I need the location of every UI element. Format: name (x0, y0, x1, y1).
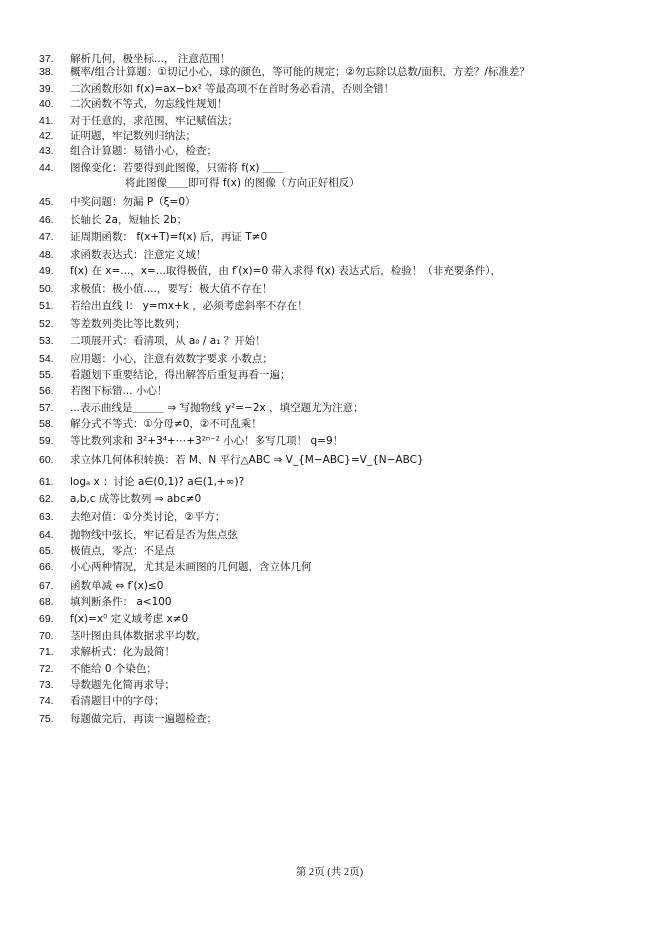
item-number: 49. (39, 265, 54, 277)
item-number: 45. (39, 196, 54, 208)
item-text: 函数单减 ⇔ f′(x)≤0 (70, 580, 164, 592)
list-item (0, 228, 659, 246)
item-text: 解析几何，极坐标...， 注意范围！ (70, 53, 231, 65)
item-number: 67. (39, 580, 54, 592)
item-number: 60. (39, 454, 54, 466)
item-text: 求函数表达式：注意定义域！ (70, 249, 207, 261)
item-number: 56. (39, 385, 54, 397)
list-item (0, 315, 659, 333)
list-item (0, 193, 659, 211)
item-number: 74. (39, 695, 54, 707)
item-text: 长轴长 2a，短轴长 2b； (70, 214, 188, 226)
item-number: 66. (39, 561, 54, 573)
item-text: 去绝对值：①分类讨论，②平方； (70, 511, 226, 523)
item-text: ...表示曲线是＿＿＿ ⇒ 写抛物线 y²=−2x ，填空题尤为注意； (70, 402, 364, 414)
item-number: 57. (39, 402, 54, 414)
item-text: 证明题，牢记数列归纳法； (70, 130, 196, 142)
list-item (0, 142, 659, 160)
item-number: 39. (39, 83, 54, 95)
list-item (0, 451, 659, 469)
item-number: 65. (39, 545, 54, 557)
item-number: 59. (39, 435, 54, 447)
item-text: 小心两种情况，尤其是未画图的几何题，含立体几何 (70, 561, 312, 573)
item-text: 二次函数不等式，勿忘线性规划！ (70, 98, 228, 110)
list-item (0, 332, 659, 350)
item-text: 等比数列求和 3²+3⁴+⋯+3²ⁿ⁻² 小心！多写几项！ q=9！ (70, 435, 344, 447)
item-text: 二项展开式：看清项，从 a₀ / a₁ ？开始！ (70, 335, 266, 347)
item-text: 将此图像＿＿即可得 f(x) 的图像（方向正好相反） (125, 177, 360, 189)
item-text: 茎叶图由具体数据求平均数， (70, 630, 207, 642)
item-text: 抛物线中弦长，牢记看是否为焦点弦 (70, 529, 238, 541)
item-text: 证周期函数： f(x+T)=f(x) 后，再证 T≠0 (70, 231, 268, 243)
list-item (0, 432, 659, 450)
item-number: 73. (39, 679, 54, 691)
list-item (0, 490, 659, 508)
item-number: 43. (39, 145, 54, 157)
item-number: 54. (39, 353, 54, 365)
item-text: 概率/组合计算题：①切记小心，球的颜色，等可能的规定；②勿忘除以总数/面积，方差？/标准差？ (70, 66, 530, 78)
item-text: 每题做完后，再读一遍题检查； (70, 713, 217, 725)
list-item (0, 558, 659, 576)
item-number: 50. (39, 283, 54, 295)
page-footer: 第 2页 (共 2页) (295, 867, 364, 878)
item-text: f(x)=x⁰ 定义域考虑 x≠0 (70, 613, 189, 625)
list-item (0, 710, 659, 728)
list-item (0, 382, 659, 400)
item-text: f(x) 在 x=...，x=...取得极值，由 f′(x)=0 带入求得 f(x) 表达式后，检验！（非充要条件）， (70, 265, 501, 277)
item-number: 44. (39, 162, 54, 174)
item-text: 等差数列类比等比数列； (70, 318, 186, 330)
item-text: 组合计算题：易错小心，检查； (70, 145, 217, 157)
list-item (0, 174, 659, 192)
item-number: 64. (39, 529, 54, 541)
item-number: 63. (39, 511, 54, 523)
list-item (0, 415, 659, 433)
item-number: 58. (39, 418, 54, 430)
item-number: 52. (39, 318, 54, 330)
list-item (0, 692, 659, 710)
item-number: 48. (39, 249, 54, 261)
list-item (0, 280, 659, 298)
item-number: 70. (39, 630, 54, 642)
item-number: 68. (39, 596, 54, 608)
item-text: 看清题目中的字母； (70, 695, 165, 707)
item-number: 37. (39, 53, 54, 65)
list-item (0, 297, 659, 315)
list-item (0, 63, 659, 81)
item-text: 中奖问题：勿漏 P（ξ=0） (70, 196, 196, 208)
item-text: a,b,c 成等比数列 ⇒ abc≠0 (70, 493, 202, 505)
item-number: 47. (39, 231, 54, 243)
item-number: 69. (39, 613, 54, 625)
item-number: 53. (39, 335, 54, 347)
item-number: 71. (39, 646, 54, 658)
item-text: 求极值：极小值....，要写：极大值不存在！ (70, 283, 273, 295)
item-number: 75. (39, 713, 54, 725)
list-item (0, 95, 659, 113)
list-item (0, 211, 659, 229)
list-item (0, 262, 659, 280)
item-number: 55. (39, 369, 54, 381)
item-number: 40. (39, 98, 54, 110)
item-text: 若图下标错... 小心！ (70, 385, 168, 397)
item-number: 51. (39, 300, 54, 312)
item-text: 极值点，零点：不是点 (70, 545, 175, 557)
item-text: 图像变化：若要得到此图像，只需将 f(x) ＿＿ (70, 162, 284, 174)
item-number: 62. (39, 493, 54, 505)
item-number: 41. (39, 115, 54, 127)
list-item (0, 610, 659, 628)
item-text: 对于任意的，求范围，牢记赋值法； (70, 115, 238, 127)
item-text: 二次函数形如 f(x)=ax−bx² 等最高项不在首时务必看清，否则全错！ (70, 83, 395, 95)
item-text: 填判断条件： a<100 (70, 596, 172, 608)
item-text: logₐ x ：讨论 a∈(0,1)? a∈(1,+∞)? (70, 476, 245, 488)
item-text: 若给出直线 l： y=mx+k ，必须考虑斜率不存在！ (70, 300, 308, 312)
item-number: 72. (39, 663, 54, 675)
item-text: 求解析式：化为最简！ (70, 646, 175, 658)
list-item (0, 508, 659, 526)
list-item (0, 473, 659, 491)
item-text: 求立体几何体积转换：若 M、N 平行△ABC ⇒ V_{M−ABC}=V_{N−ABC} (70, 454, 424, 466)
item-text: 解分式不等式：①分母≠0，②不可乱乘！ (70, 418, 262, 430)
list-item (0, 643, 659, 661)
item-text: 应用题：小心，注意有效数字要求 小数点； (70, 353, 273, 365)
item-text: 导数题先化简再求导； (70, 679, 175, 691)
item-number: 38. (39, 66, 54, 78)
item-number: 46. (39, 214, 54, 226)
item-text: 不能给 0 个染色； (70, 663, 157, 675)
list-item (0, 593, 659, 611)
item-text: 看题划下重要结论，得出解答后重复再看一遍； (70, 369, 291, 381)
item-number: 61. (39, 476, 54, 488)
item-number: 42. (39, 130, 54, 142)
